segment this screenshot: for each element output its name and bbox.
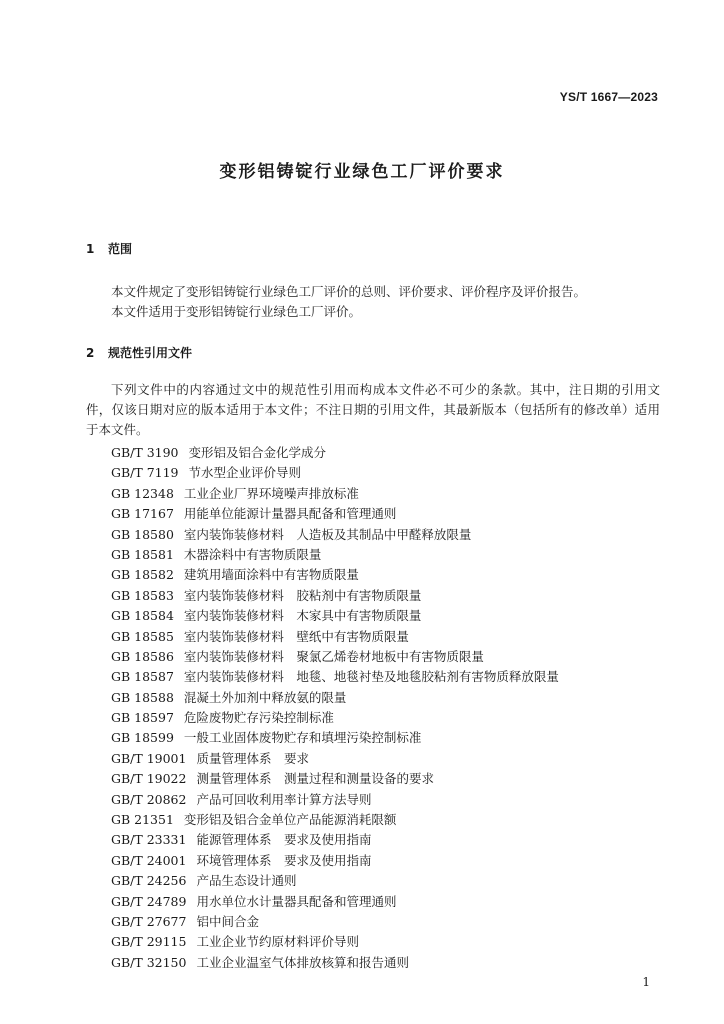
reference-code: GB 18587 [111, 669, 174, 685]
reference-code: GB 17167 [111, 506, 174, 522]
page-number: 1 [642, 975, 650, 989]
reference-title: 产品生态设计通则 [196, 873, 297, 889]
reference-code: GB/T 29115 [111, 934, 187, 950]
section-1-heading [86, 240, 132, 257]
reference-item [111, 565, 559, 585]
reference-item [111, 912, 559, 932]
reference-list [111, 443, 559, 973]
reference-title: 室内装饰装修材料 胶粘剂中有害物质限量 [183, 587, 422, 603]
reference-code: GB/T 19022 [111, 771, 187, 787]
reference-title: 危险废物贮存污染控制标准 [183, 710, 334, 726]
reference-title: 变形铝及铝合金单位产品能源消耗限额 [183, 812, 397, 828]
reference-title: 节水型企业评价导则 [188, 465, 302, 481]
section-2-intro-text: 下列文件中的内容通过文中的规范性引用而构成本文件必不可少的条款。其中，注日期的引用文件，仅该日期对应的版本适用于本文件；不注日期的引用文件，其最新版本（包括所有的修改单）适用于本文件。 [86, 382, 660, 437]
reference-item [111, 830, 559, 850]
reference-title: 产品可回收利用率计算方法导则 [196, 791, 372, 807]
reference-title: 变形铝及铝合金化学成分 [188, 445, 327, 460]
reference-item [111, 932, 559, 952]
section-2-intro [86, 380, 660, 440]
reference-title: 室内装饰装修材料 人造板及其制品中甲醛释放限量 [183, 526, 472, 542]
reference-code: GB 18581 [111, 546, 174, 562]
reference-item [111, 769, 559, 789]
reference-code: GB/T 3190 [111, 445, 179, 460]
reference-title: 建筑用墙面涂料中有害物质限量 [183, 567, 359, 583]
reference-item [111, 525, 559, 545]
section-1-number: 1 [86, 242, 95, 256]
reference-item [111, 504, 559, 524]
reference-item [111, 892, 559, 912]
reference-title: 用能单位能源计量器具配备和管理通则 [183, 506, 397, 522]
reference-item [111, 871, 559, 891]
reference-item [111, 606, 559, 626]
reference-title: 环境管理体系 要求及使用指南 [196, 852, 372, 868]
reference-title: 一般工业固体废物贮存和填埋污染控制标准 [183, 730, 422, 746]
reference-title: 室内装饰装修材料 木家具中有害物质限量 [183, 608, 422, 624]
reference-title: 工业企业温室气体排放核算和报告通则 [196, 954, 409, 970]
reference-code: GB 18586 [111, 648, 174, 664]
reference-code: GB/T 20862 [111, 791, 187, 807]
reference-title: 用水单位水计量器具配备和管理通则 [196, 893, 397, 909]
reference-code: GB 18597 [111, 710, 174, 726]
reference-code: GB 18588 [111, 689, 174, 705]
document-code: YS/T 1667—2023 [559, 90, 658, 104]
reference-title: 铝中间合金 [196, 913, 259, 929]
section-1-paragraph: 本文件规定了变形铝铸锭行业绿色工厂评价的总则、评价要求、评价程序及评价报告。 [111, 284, 587, 299]
section-2-heading [86, 344, 192, 361]
reference-code: GB/T 24789 [111, 893, 187, 909]
reference-title: 室内装饰装修材料 壁纸中有害物质限量 [183, 628, 409, 644]
reference-code: GB/T 19001 [111, 750, 187, 766]
reference-code: GB/T 32150 [111, 954, 187, 970]
reference-title: 室内装饰装修材料 地毯、地毯衬垫及地毯胶粘剂有害物质释放限量 [183, 669, 559, 685]
reference-item [111, 667, 559, 687]
reference-item [111, 749, 559, 769]
reference-code: GB 18599 [111, 730, 174, 746]
reference-code: GB 18585 [111, 628, 174, 644]
reference-code: GB/T 7119 [111, 465, 179, 481]
page-title: 变形铝铸锭行业绿色工厂评价要求 [219, 162, 505, 182]
reference-item [111, 627, 559, 647]
section-2-number: 2 [86, 346, 95, 360]
reference-item [111, 484, 559, 504]
reference-code: GB 12348 [111, 485, 174, 501]
reference-title: 工业企业节约原材料评价导则 [196, 934, 359, 950]
reference-code: GB/T 24001 [111, 852, 187, 868]
section-1-title: 范围 [108, 242, 133, 256]
reference-item [111, 810, 559, 830]
reference-title: 工业企业厂界环境噪声排放标准 [183, 485, 359, 501]
reference-item [111, 443, 559, 463]
reference-title: 测量管理体系 测量过程和测量设备的要求 [196, 771, 434, 787]
reference-code: GB/T 23331 [111, 832, 187, 848]
reference-title: 室内装饰装修材料 聚氯乙烯卷材地板中有害物质限量 [183, 648, 484, 664]
reference-code: GB 18580 [111, 526, 174, 542]
reference-item [111, 953, 559, 973]
reference-title: 能源管理体系 要求及使用指南 [196, 832, 372, 848]
reference-item [111, 586, 559, 606]
reference-item [111, 790, 559, 810]
reference-code: GB 18582 [111, 567, 174, 583]
reference-code: GB 18584 [111, 608, 174, 624]
reference-code: GB 18583 [111, 587, 174, 603]
reference-item [111, 647, 559, 667]
reference-item [111, 545, 559, 565]
reference-code: GB 21351 [111, 812, 174, 828]
reference-code: GB/T 24256 [111, 873, 187, 889]
reference-item [111, 851, 559, 871]
reference-title: 质量管理体系 要求 [196, 750, 309, 766]
reference-item [111, 463, 559, 483]
reference-item [111, 728, 559, 748]
reference-item [111, 688, 559, 708]
reference-code: GB/T 27677 [111, 913, 187, 929]
reference-title: 木器涂料中有害物质限量 [183, 546, 322, 562]
section-1-paragraph: 本文件适用于变形铝铸锭行业绿色工厂评价。 [111, 304, 362, 319]
reference-item [111, 708, 559, 728]
section-2-title: 规范性引用文件 [108, 346, 193, 360]
reference-title: 混凝土外加剂中释放氨的限量 [183, 689, 347, 705]
section-1-body [86, 282, 660, 322]
